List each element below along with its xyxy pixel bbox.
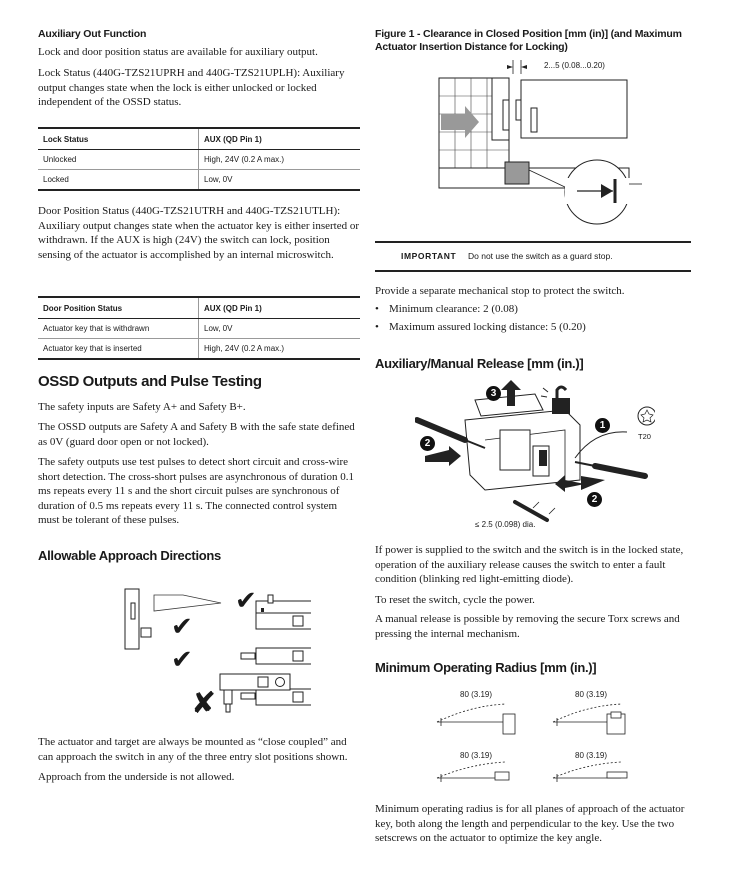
table-header-row — [38, 128, 360, 150]
underside-approach-figure — [218, 672, 308, 722]
release-para-2: To reset the switch, cycle the power. — [375, 594, 535, 606]
radius-label: 80 (3.19) — [460, 690, 493, 699]
cross-icon: ✘ — [191, 686, 217, 721]
list-item: • Minimum clearance: 2 (0.08) — [375, 303, 586, 321]
table-header: Lock Status — [38, 128, 199, 150]
approach-heading: Allowable Approach Directions — [38, 548, 221, 563]
aux-heading: Auxiliary Out Function — [38, 28, 147, 40]
door-status-table — [38, 296, 360, 360]
table-cell: Locked — [38, 170, 199, 191]
clearance-figure — [437, 60, 693, 226]
ossd-para-2: The OSSD outputs are Safety A and Safety B with the safe state defined as 0V (guard door open or not locked). — [38, 421, 355, 448]
manual-release-figure — [415, 380, 655, 535]
ossd-para-1: The safety inputs are Safety A+ and Safety B+. — [38, 401, 246, 413]
table-row — [38, 150, 360, 170]
table-cell: Actuator key that is inserted — [38, 339, 199, 360]
table-row — [38, 339, 360, 360]
torx-label: T20 — [638, 432, 651, 441]
ossd-heading: OSSD Outputs and Pulse Testing — [38, 373, 262, 390]
step-1-marker: 1 — [595, 418, 610, 433]
operating-radius-figure — [435, 700, 695, 792]
table-cell: Actuator key that is withdrawn — [38, 319, 199, 339]
important-note — [375, 241, 691, 272]
radius-label: 80 (3.19) — [460, 751, 493, 760]
table-cell: Low, 0V — [199, 319, 361, 339]
release-heading: Auxiliary/Manual Release [mm (in.)] — [375, 356, 584, 371]
table-header: Door Position Status — [38, 297, 199, 319]
table-header-row — [38, 297, 360, 319]
step-2-marker-right: 2 — [587, 492, 602, 507]
aux-para-2: Lock Status (440G-TZS21UPRH and 440G-TZS21UPLH): Auxiliary output changes state when the lock is either unlocked or locked independent of the OSSD status. — [38, 67, 345, 109]
table-cell: High, 24V (0.2 A max.) — [199, 150, 361, 170]
table-header: AUX (QD Pin 1) — [199, 297, 361, 319]
approach-para-2: Approach from the underside is not allowed. — [38, 771, 235, 783]
radius-heading: Minimum Operating Radius [mm (in.)] — [375, 660, 597, 675]
list-item: • Maximum assured locking distance: 5 (0.20) — [375, 321, 586, 339]
table-cell: Low, 0V — [199, 170, 361, 191]
check-icon: ✔ — [235, 586, 257, 616]
ossd-para-3: The safety outputs use test pulses to detect short circuit and cross-wire short detection. The cross-short pulses are asynchronous of duration 0.1 ms repeats every 11 s and the short circuit pulses are synchronous of duration of 0.5 ms repeats every 11 s. The connected control system must be tolerant of these pulses. — [38, 456, 354, 527]
release-para-3: A manual release is possible by removing the secure Torx screws and pressing the internal mechanism. — [375, 613, 680, 640]
important-label: IMPORTANT — [401, 251, 457, 261]
lock-status-table — [38, 127, 360, 191]
table-cell: Unlocked — [38, 150, 199, 170]
release-para-1: If power is supplied to the switch and the switch is in the locked state, operation of the auxiliary release causes the switch to enter a fault condition (blinking red light-emitting diode). — [375, 544, 684, 586]
step-3-marker: 3 — [486, 386, 501, 401]
table-row — [38, 170, 360, 191]
radius-label: 80 (3.19) — [575, 751, 608, 760]
clearance-bullet-list — [375, 303, 586, 339]
stop-para: Provide a separate mechanical stop to protect the switch. — [375, 285, 625, 297]
radius-label: 80 (3.19) — [575, 690, 608, 699]
check-icon: ✔ — [171, 645, 193, 675]
step-2-marker: 2 — [420, 436, 435, 451]
clearance-dimension-label: 2...5 (0.08...0.20) — [544, 61, 605, 70]
table-cell: High, 24V (0.2 A max.) — [199, 339, 361, 360]
diameter-label: ≤ 2.5 (0.098) dia. — [475, 520, 536, 529]
table-header: AUX (QD Pin 1) — [199, 128, 361, 150]
table-row — [38, 319, 360, 339]
check-icon: ✔ — [171, 612, 193, 642]
figure1-caption: Figure 1 - Clearance in Closed Position [mm (in)] (and Maximum Actuator Insertion Distance for Locking) — [375, 28, 682, 53]
aux-para-3: Door Position Status (440G-TZS21UTRH and 440G-TZS21UTLH): Auxiliary output changes state when the actuator key is either inserted or withdrawn. If the AUX is high (24V) the switch can lock, position sensing of the actuator is accomplished by an internal microswitch. — [38, 205, 360, 261]
approach-para-1: The actuator and target are always be mounted as “close coupled” and can approach the switch in any of the three entry slot positions shown. — [38, 736, 348, 763]
radius-para: Minimum operating radius is for all planes of approach of the actuator key, both along the length and perpendicular to the key. Use the two setscrews on the actuator to optimize the key angle. — [375, 803, 685, 845]
important-text: Do not use the switch as a guard stop. — [468, 251, 613, 261]
aux-para-1: Lock and door position status are available for auxiliary output. — [38, 46, 318, 58]
